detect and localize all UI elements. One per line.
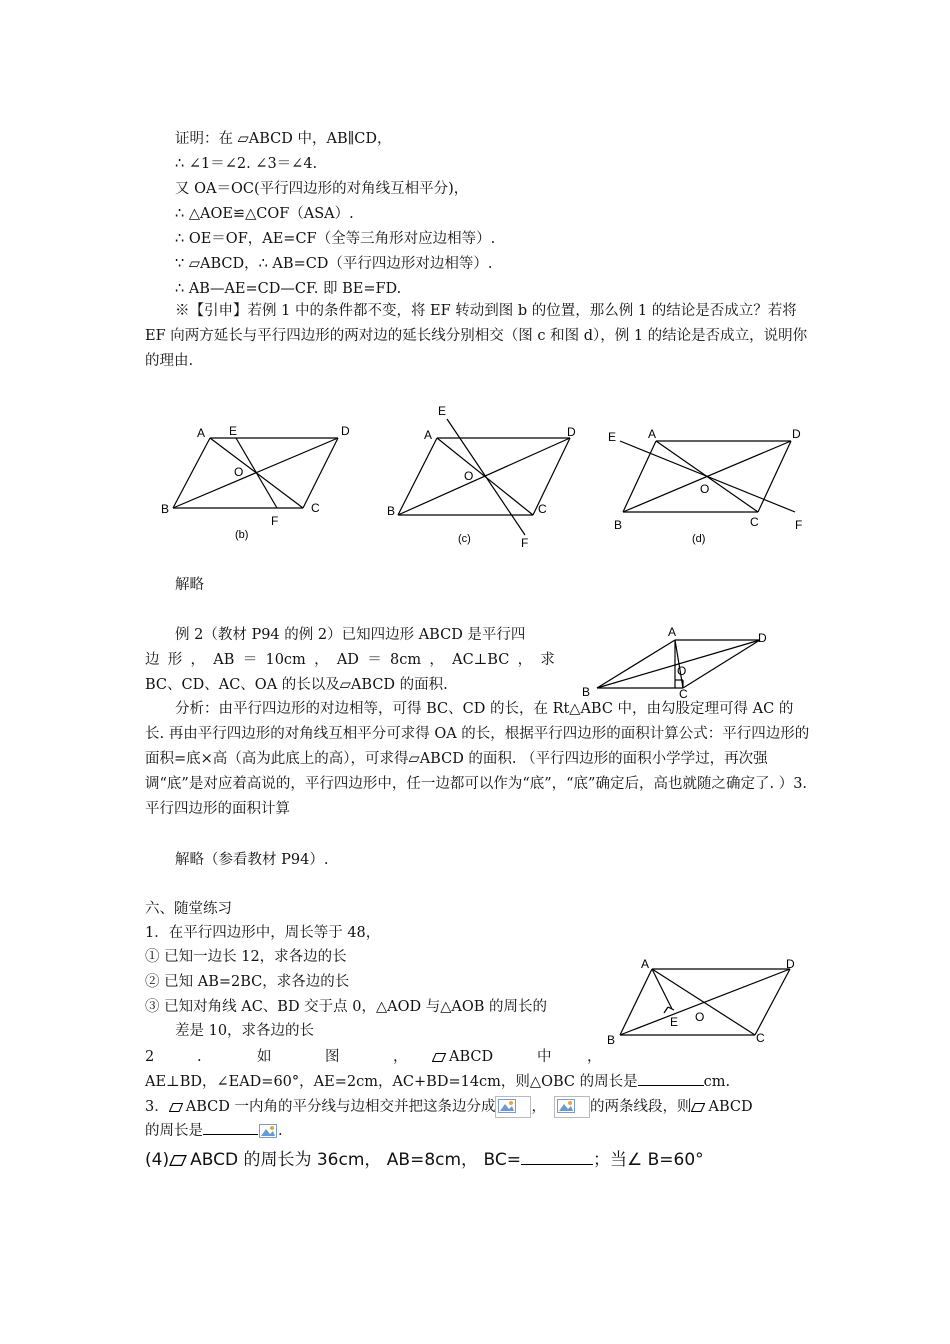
practice-heading: 六、随堂练习 [145, 901, 232, 917]
ex2-label-o: O [677, 664, 687, 678]
fig-b-label-d: D [341, 424, 350, 438]
q3-text3: 的周长是 [145, 1123, 203, 1139]
ex2-t5: ＝ [242, 652, 258, 668]
q2-abcd [432, 1047, 493, 1067]
fig-b-label-c: C [311, 501, 320, 515]
fig-d-caption: (d) [692, 533, 706, 545]
ex2-t2: 形 [167, 652, 183, 668]
ex6-label-d: D [786, 957, 795, 971]
proof-line-5: ∴ OE＝OF，AE=CF（全等三角形对应边相等）. [175, 231, 496, 247]
q3-text2: 的两条线段，则 [589, 1099, 692, 1115]
fig-b-label-f: F [271, 514, 279, 528]
q2-unit: cm. [703, 1074, 731, 1090]
fig-c-label-c: C [538, 502, 547, 516]
image-placeholder-icon [495, 1096, 531, 1118]
proof-line-4: ∴ △AOE≌△COF（ASA）. [175, 206, 354, 222]
solution-1: 解略 [175, 577, 204, 593]
ex2-t6: 10cm [265, 652, 306, 668]
q2-dot: . [197, 1049, 202, 1065]
parallelogram-icon [691, 1103, 705, 1112]
example2-line-2 [145, 650, 555, 670]
q3-comma: ， [531, 1099, 546, 1115]
ex6-label-c: C [756, 1031, 765, 1045]
fig-b-label-b: B [161, 502, 170, 516]
fig-d-label-d: D [792, 427, 801, 441]
q2-ru: 如 [257, 1049, 272, 1065]
fig-d-label-f: F [795, 518, 803, 532]
q3-abcd: ABCD [708, 1099, 753, 1115]
proof-line-3: 又 OA＝OC(平行四边形的对角线互相平分)， [175, 181, 469, 197]
fig-d-label-a: A [648, 427, 657, 441]
practice-q3-line2 [145, 1121, 283, 1141]
ex2-t7: ， [314, 652, 329, 668]
parallelogram-icon [432, 1053, 446, 1062]
practice-q2-line1 [145, 1047, 602, 1069]
fig-d-label-c: C [750, 515, 759, 529]
fig-b-label-o: O [234, 465, 244, 479]
parallelogram-icon [169, 1103, 183, 1112]
practice-q1: 1．在平行四边形中，周长等于 48， [145, 925, 381, 941]
example2-line-1: 例 2（教材 P94 的例 2）已知四边形 ABCD 是平行四 [175, 627, 526, 643]
practice-q1b: ② 已知 AB=2BC，求各边的长 [145, 974, 350, 990]
practice-q1c: ③ 已知对角线 AC、BD 交于点 0，△AOD 与△AOB 的周长的 [145, 999, 548, 1015]
practice-figure [590, 950, 820, 1045]
ex2-t11: ， [429, 652, 444, 668]
ex2-label-b: B [582, 685, 591, 699]
ex2-t12: AC⊥BC [452, 652, 510, 668]
ex2-label-d: D [758, 631, 767, 645]
example2-figure [575, 620, 785, 700]
proof-line-6: ∵ ▱ABCD，∴ AB=CD（平行四边形对边相等）. [175, 256, 493, 272]
fig-c-label-d: D [567, 425, 576, 439]
fig-c-label-o: O [464, 469, 474, 483]
example2-line-3: BC、CD、AC、OA 的长以及▱ABCD 的面积. [145, 677, 448, 693]
q4-text1: ABCD 的周长为 36cm， AB=8cm， BC= [190, 1150, 521, 1170]
ex2-t13: ， [517, 652, 533, 668]
q3-text1: ABCD 一内角的平分线与边相交并把这条边分成 [185, 1099, 496, 1115]
example2-solution: 解略（参看教材 P94）. [175, 852, 329, 868]
image-placeholder-icon [554, 1096, 590, 1118]
extension-paragraph: ※【引申】若例 1 中的条件都不变，将 EF 转动到图 b 的位置，那么例 1 的结论是否成立？若将 EF 向两方延长与平行四边形的两对边的延长线分别相交（图 c 和图 d），例 1 的结论是否成立，说明你的理由. [145, 303, 808, 369]
fig-c-label-b: B [387, 504, 396, 518]
practice-q2-line2 [145, 1072, 730, 1092]
q2-number: 2 [145, 1049, 155, 1065]
fig-c-label-a: A [424, 428, 433, 442]
fig-c-label-f: F [521, 536, 529, 550]
q2-comma2: ， [587, 1049, 602, 1065]
proof-line-1: 证明：在 ▱ABCD 中，AB∥CD， [175, 131, 392, 147]
example2-analysis: 分析：由平行四边形的对边相等，可得 BC、CD 的长，在 Rt△ABC 中，由勾股定理可得 AC 的长. 再由平行四边形的对角线互相平分可求得 OA 的长，根据平行四边形的面积计算公式：平行四边形的面积=底×高（高为此底上的高），可求得▱ABCD 的面积. （平行四边形的面积小学学过，再次强调“底”是对应着高说的，平行四边形中，任一边都可以作为“底”，“底”确定后，高也就随之确定了. ）3.平行四边形的面积计算 [145, 701, 810, 817]
figures-bcd [150, 395, 830, 555]
ex2-t10: 8cm [389, 652, 422, 668]
q3-period: . [278, 1123, 283, 1139]
q2-zhong: 中 [537, 1049, 552, 1065]
ex6-label-b: B [607, 1033, 616, 1045]
figure-d [608, 427, 802, 545]
ex2-t14: 求 [540, 652, 555, 668]
image-placeholder-icon [258, 1122, 278, 1140]
fig-b-caption: (b) [235, 529, 249, 541]
proof-line-7: ∴ AB—AE=CD—CF. 即 BE=FD. [175, 281, 402, 297]
practice-q1a: ① 已知一边长 12，求各边的长 [145, 949, 347, 965]
parallelogram-icon [169, 1155, 187, 1166]
q2-tu: 图 [325, 1049, 340, 1065]
ex2-t1: 边 [145, 652, 160, 668]
proof-line-2: ∴ ∠1＝∠2. ∠3＝∠4. [175, 156, 318, 172]
ex2-t4: AB [213, 652, 235, 668]
fig-d-label-b: B [614, 518, 623, 532]
q4-text2: ；当∠ B=60° [592, 1150, 704, 1170]
q3-num: 3． [145, 1099, 169, 1115]
ex2-label-c: C [679, 687, 688, 700]
q2-comma: ， [393, 1049, 408, 1065]
ex2-t8: AD [336, 652, 359, 668]
fig-c-label-e: E [438, 404, 447, 418]
ex2-label-a: A [668, 625, 677, 639]
practice-q1c-cont: 差是 10，求各边的长 [175, 1023, 315, 1039]
fig-b-label-a: A [197, 426, 206, 440]
practice-q3-line1 [145, 1096, 753, 1118]
ex2-t3: ， [190, 652, 206, 668]
figure-b [161, 424, 350, 541]
fig-b-label-e: E [229, 424, 238, 438]
ex6-label-a: A [641, 957, 650, 971]
q2-text: AE⊥BD，∠EAD=60°，AE=2cm，AC+BD=14cm，则△OBC 的周长是 [145, 1074, 638, 1090]
q2-blank[interactable] [638, 1085, 704, 1086]
ex6-label-e: E [670, 1015, 679, 1029]
practice-q4 [145, 1148, 704, 1172]
q4-blank[interactable] [521, 1164, 593, 1165]
q3-blank[interactable] [203, 1134, 258, 1135]
ex6-label-o: O [695, 1010, 705, 1024]
fig-d-label-e: E [608, 430, 617, 444]
ex2-t9: ＝ [367, 652, 382, 668]
q4-num: (4) [145, 1150, 170, 1170]
figure-c [387, 404, 576, 550]
fig-c-caption: (c) [458, 533, 471, 545]
fig-d-label-o: O [700, 482, 710, 496]
q2-abcd-text: ABCD [449, 1049, 494, 1065]
